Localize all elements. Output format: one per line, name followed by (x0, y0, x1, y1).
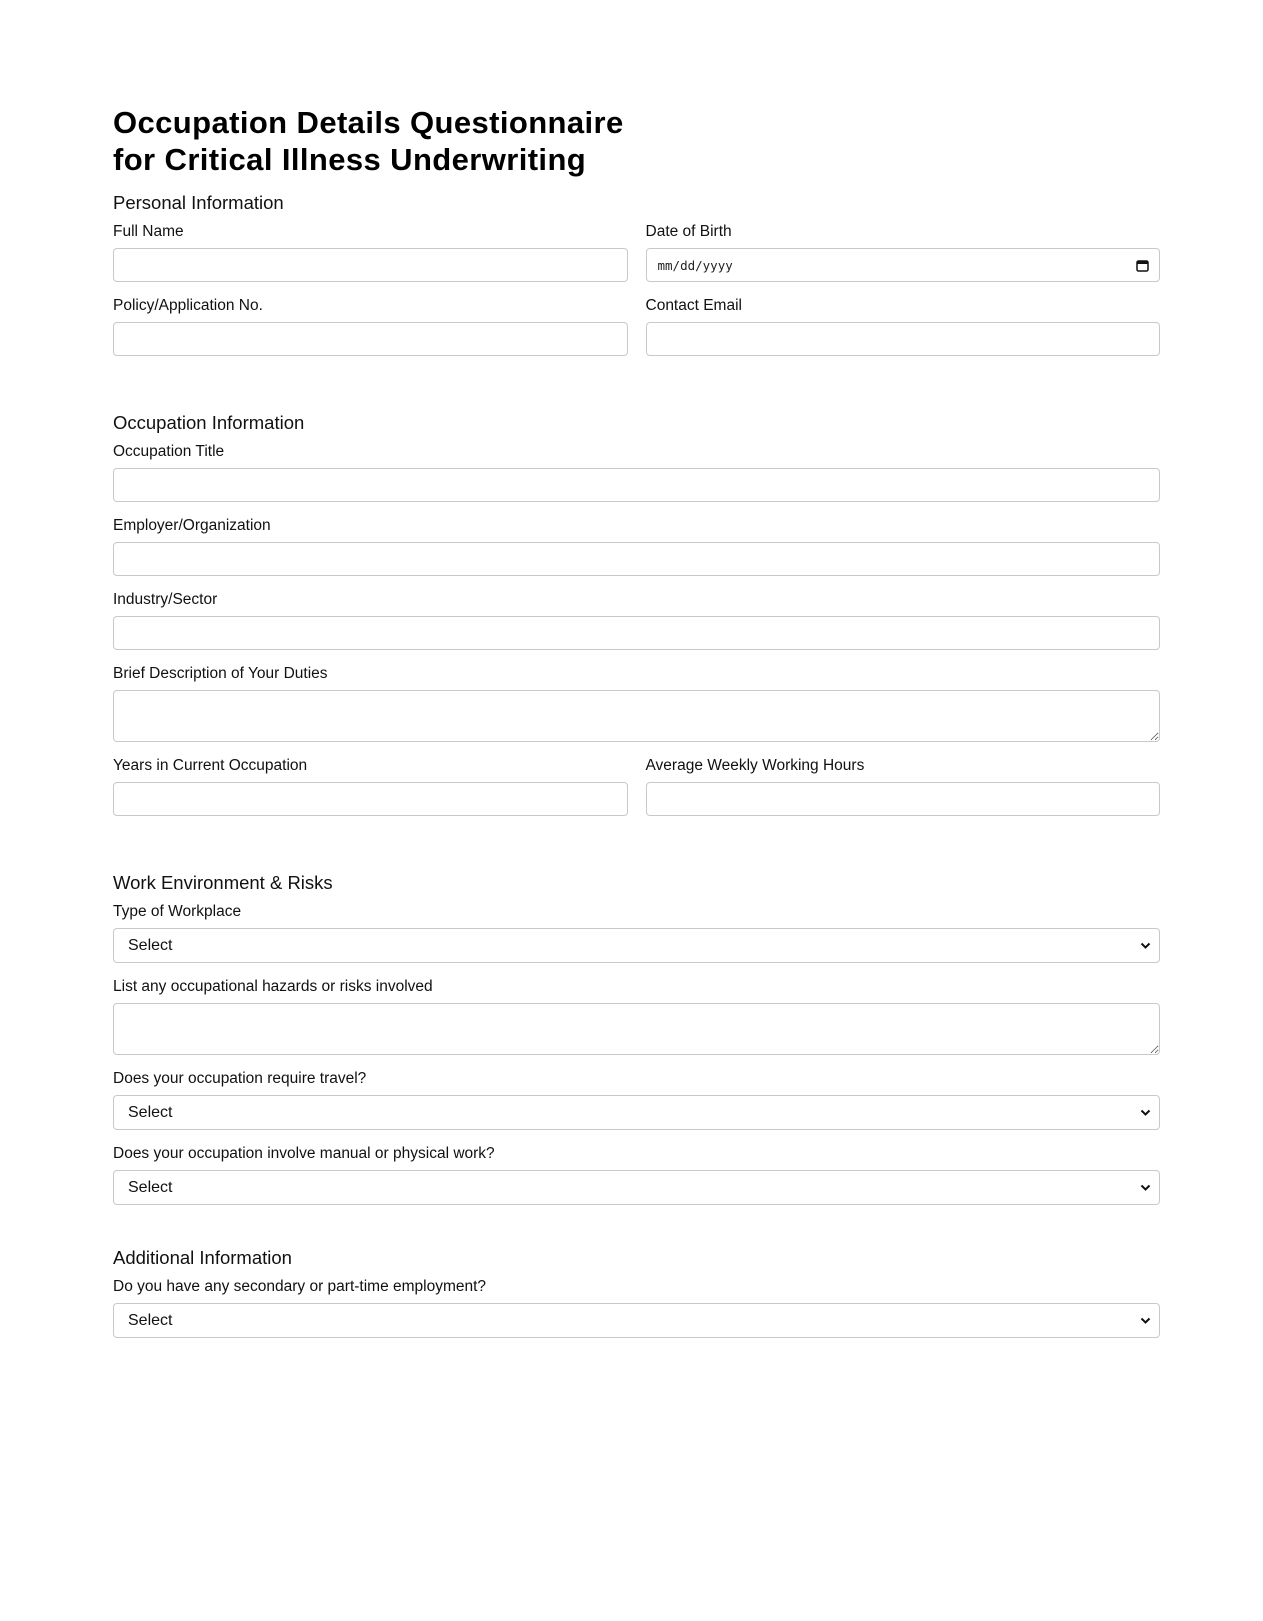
workplace-type-select[interactable] (113, 928, 1160, 963)
chevron-down-icon (1139, 941, 1151, 951)
secondary-employment-label: Do you have any secondary or part-time employment? (113, 1278, 487, 1295)
employer-input[interactable] (113, 542, 1160, 576)
occupation-title-input[interactable] (113, 468, 1160, 502)
weekly-hours-label: Average Weekly Working Hours (645, 757, 865, 774)
work-environment-section (113, 872, 1160, 1205)
years-in-occupation-input[interactable] (113, 782, 628, 816)
section-heading-personal: Personal Information (113, 192, 284, 213)
occupation-questionnaire-form (113, 104, 1160, 1329)
full-name-input[interactable] (113, 248, 628, 282)
manual-work-value: Select (128, 1178, 173, 1196)
manual-work-select[interactable] (113, 1170, 1160, 1205)
page-title-line-2: for Critical Illness Underwriting (113, 142, 587, 177)
duties-description-textarea[interactable] (113, 690, 1160, 742)
chevron-down-icon (1139, 1316, 1151, 1326)
date-of-birth-label: Date of Birth (645, 223, 732, 240)
travel-required-value: Select (128, 1103, 173, 1121)
page-title (113, 104, 1160, 178)
additional-information-section (113, 1247, 1160, 1338)
page-title-line-1: Occupation Details Questionnaire (113, 105, 624, 140)
secondary-employment-value: Select (128, 1311, 173, 1329)
industry-label: Industry/Sector (113, 591, 218, 608)
policy-number-label: Policy/Application No. (113, 297, 263, 314)
hazards-textarea[interactable] (113, 1003, 1160, 1055)
full-name-label: Full Name (113, 223, 184, 240)
policy-number-input[interactable] (113, 322, 628, 356)
date-of-birth-placeholder: mm/dd/yyyy (657, 257, 733, 273)
workplace-type-value: Select (128, 936, 173, 954)
contact-email-label: Contact Email (645, 297, 742, 314)
travel-required-select[interactable] (113, 1095, 1160, 1130)
chevron-down-icon (1139, 1108, 1151, 1118)
calendar-icon[interactable] (1135, 258, 1149, 272)
industry-input[interactable] (113, 616, 1160, 650)
duties-description-label: Brief Description of Your Duties (113, 665, 328, 682)
secondary-employment-select[interactable] (113, 1303, 1160, 1338)
contact-email-input[interactable] (646, 322, 1161, 356)
date-of-birth-input[interactable] (646, 248, 1161, 282)
personal-information-section (113, 192, 1160, 370)
years-in-occupation-label: Years in Current Occupation (113, 757, 308, 774)
occupation-information-section (113, 412, 1160, 830)
section-heading-additional: Additional Information (113, 1247, 292, 1268)
occupation-title-label: Occupation Title (113, 443, 225, 460)
section-heading-work-environment: Work Environment & Risks (113, 872, 333, 893)
section-heading-occupation: Occupation Information (113, 412, 305, 433)
weekly-hours-input[interactable] (646, 782, 1161, 816)
employer-label: Employer/Organization (113, 517, 271, 534)
hazards-label: List any occupational hazards or risks involved (113, 978, 433, 995)
chevron-down-icon (1139, 1183, 1151, 1193)
travel-required-label: Does your occupation require travel? (113, 1070, 367, 1087)
workplace-type-label: Type of Workplace (113, 903, 242, 920)
manual-work-label: Does your occupation involve manual or physical work? (113, 1145, 495, 1162)
